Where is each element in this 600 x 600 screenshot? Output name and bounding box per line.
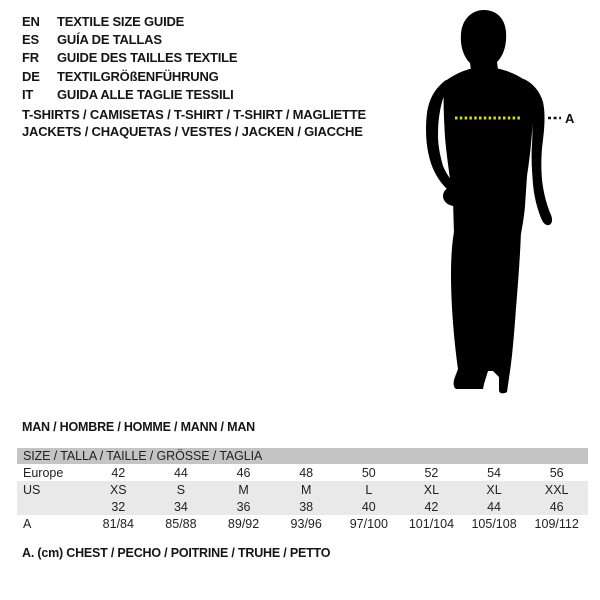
table-cell: 109/112 [534, 516, 579, 531]
table-cell: 32 [111, 499, 126, 514]
table-cell: 48 [299, 465, 314, 480]
table-row-europe [17, 464, 588, 481]
table-row-us-numeric [17, 498, 588, 515]
table-cell: XXL [544, 482, 569, 497]
table-row-us [17, 481, 588, 498]
table-cell: 56 [549, 465, 564, 480]
language-code: DE [22, 68, 40, 84]
size-table [17, 448, 588, 532]
category-line-jackets: JACKETS / CHAQUETAS / VESTES / JACKEN / GIACCHE [22, 123, 363, 139]
language-code: ES [22, 32, 39, 48]
table-cell: 97/100 [349, 516, 388, 531]
table-cell: 44 [173, 465, 188, 480]
table-cell: 52 [424, 465, 439, 480]
row-label: A [23, 516, 32, 531]
silhouette-head [461, 10, 506, 70]
table-cell: 101/104 [408, 516, 455, 531]
table-cell: L [365, 482, 373, 497]
table-cell: 85/88 [165, 516, 197, 531]
language-title: GUIDA ALLE TAGLIE TESSILI [57, 87, 234, 103]
table-cell: 42 [111, 465, 126, 480]
language-title: TEXTILE SIZE GUIDE [57, 13, 185, 29]
language-title: GUÍA DE TALLAS [57, 32, 162, 48]
table-cell: 105/108 [471, 516, 517, 531]
table-cell: 50 [361, 465, 376, 480]
row-label: US [23, 482, 41, 497]
table-cell: S [176, 482, 186, 497]
table-cell: M [300, 482, 312, 497]
language-title: TEXTILGRÖßENFÜHRUNG [57, 68, 219, 84]
table-cell: XS [109, 482, 127, 497]
table-cell: 36 [236, 499, 251, 514]
table-cell: XL [423, 482, 440, 497]
man-silhouette-figure [400, 0, 600, 400]
man-silhouette [400, 0, 600, 400]
table-cell: 89/92 [227, 516, 260, 531]
row-label: Europe [23, 465, 64, 480]
section-title-man: MAN / HOMBRE / HOMME / MANN / MAN [22, 420, 255, 434]
silhouette-hand-pocket [443, 186, 467, 206]
table-cell: 38 [299, 499, 314, 514]
language-code: FR [22, 50, 39, 66]
language-title: GUIDE DES TAILLES TEXTILE [57, 50, 238, 66]
measurement-footnote: A. (cm) CHEST / PECHO / POITRINE / TRUHE / PETTO [22, 546, 331, 560]
table-cell: 44 [487, 499, 502, 514]
table-cell: XL [486, 482, 502, 497]
table-cell: 81/84 [102, 516, 134, 531]
table-cell: M [238, 482, 249, 497]
table-cell: 40 [361, 499, 376, 514]
language-list [22, 12, 237, 104]
language-row-fr [22, 49, 237, 67]
table-cell: 46 [549, 499, 564, 514]
language-code: IT [22, 87, 34, 103]
table-header: SIZE / TALLA / TAILLE / GRÖSSE / TAGLIA [17, 448, 588, 464]
table-cell: 54 [487, 465, 502, 480]
table-cell: 46 [236, 465, 251, 480]
silhouette-legs [451, 232, 521, 393]
language-code: EN [22, 13, 40, 29]
table-cell: 34 [173, 499, 188, 514]
table-cell: 93/96 [290, 516, 322, 531]
category-lines [22, 107, 366, 140]
table-row-chest-a [17, 515, 588, 532]
language-row-it [22, 86, 237, 104]
language-row-de [22, 67, 237, 85]
category-line-tshirts: T-SHIRTS / CAMISETAS / T-SHIRT / T-SHIRT / MAGLIETTE [22, 107, 366, 122]
language-row-en [22, 12, 237, 30]
table-cell: 42 [424, 499, 439, 514]
measure-label-a: A [565, 111, 575, 126]
language-row-es [22, 30, 237, 48]
silhouette-torso [444, 67, 533, 234]
